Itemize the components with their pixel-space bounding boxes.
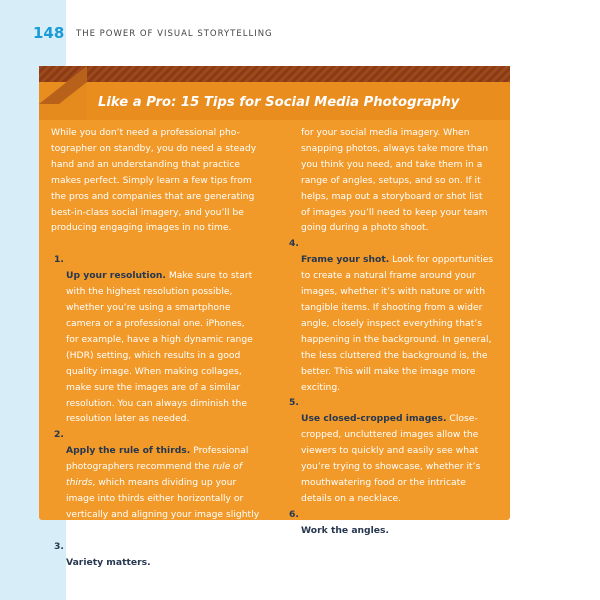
tip-heading: Frame your shot.	[301, 254, 390, 266]
list-number: 4.	[289, 238, 299, 250]
tip-heading: Use closed-cropped images.	[301, 413, 447, 425]
list-item	[286, 236, 501, 395]
tip-text: Whether you’re point- ing up, down, straight on, to the left, or to the right, experiment with angling your images. A photo may become more	[301, 524, 493, 584]
list-number: 3.	[54, 540, 64, 552]
tips-list-right	[286, 236, 501, 586]
tip-text: They say variety is the spice of life, a mantra that rings true	[66, 556, 259, 584]
tip-heading: Apply the rule of thirds.	[66, 445, 191, 457]
tips-list-left	[51, 252, 271, 586]
sidebar-title: Like a Pro: 15 Tips for Social Media Photography	[98, 95, 460, 110]
list-number: 1.	[54, 254, 64, 266]
tip-text: Close- cropped, uncluttered images allow the viewers to quickly and easily see what you’re trying to showcase, whether it’s mouthwatering food or the intricate details on a necklace.	[301, 413, 481, 504]
list-item	[51, 427, 271, 538]
list-item	[51, 539, 271, 587]
tip-text: Look for opportunities to create a natural frame around your images, whether it’s with nature or with tangible items. If shooting from a wider angle, closely inspect everything that’s happening in the background. In general, the less cluttered the background is, the better. This will make the image more exciting.	[301, 254, 494, 393]
tip-3-continuation: for your social media imagery. When snapping photos, always take more than you think you need, and take them in a range of angles, setups, and so on. If it helps, map out a storyboard or shot list of images you’ll need to keep your team going during a photo shoot.	[301, 127, 489, 234]
list-number: 5.	[289, 397, 299, 409]
right-column	[286, 125, 501, 586]
running-head: THE POWER OF VISUAL STORYTELLING	[76, 29, 273, 39]
list-number: 2.	[54, 429, 64, 441]
page-number: 148	[33, 24, 65, 42]
tip-text: , which means dividing up your image into thirds either horizontally or vertically and aligning your image slightly off center to make it more engaging.	[66, 477, 260, 536]
intro-paragraph: While you don’t need a professional pho- tographer on standby, you do need a steady hand and an understanding that practice makes perfect. Simply learn a few tips from the pros and companies that are generating best-in-class social imagery, and you’ll be producing engaging images in no time.	[51, 127, 257, 234]
tip-text-italic: rule of thirds	[66, 461, 243, 489]
tip-text: Professional photographers recommend the	[66, 445, 249, 473]
list-number: 6.	[289, 508, 299, 520]
list-item	[51, 252, 271, 427]
title-band-texture	[39, 66, 510, 82]
tip-heading: Up your resolution.	[66, 270, 166, 282]
tip-heading: Work the angles.	[301, 524, 389, 536]
list-item	[286, 507, 501, 587]
tip-heading: Variety matters.	[66, 556, 151, 568]
list-item	[286, 395, 501, 506]
left-column	[51, 125, 271, 586]
tips-sidebar-box	[39, 66, 510, 584]
tip-text: Make sure to start with the highest resolution possible, whether you’re using a smartphone camera or a professional one. iPhones, for example, have a high dynamic range (HDR) setting, which results in a good quality image. When making collages, make sure the images are of a similar resolution. You can always diminish the resolution later as needed.	[66, 270, 253, 425]
